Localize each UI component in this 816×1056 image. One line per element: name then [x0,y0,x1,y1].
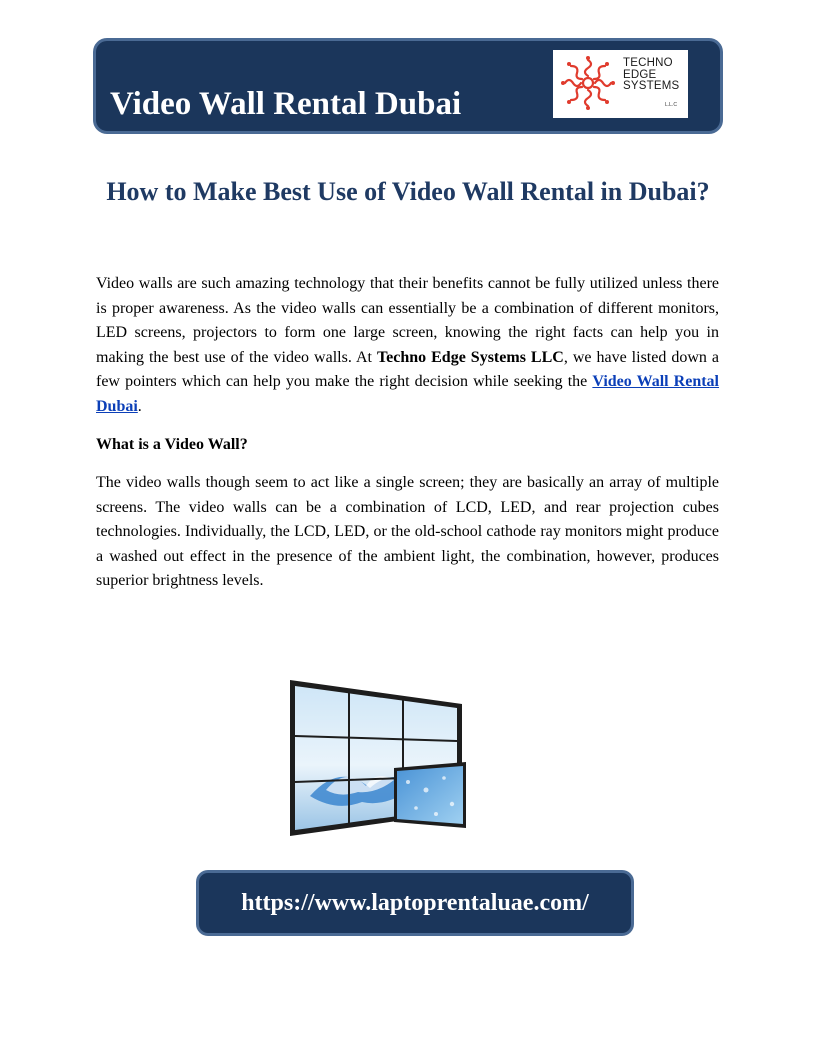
intro-text-end: . [137,397,142,415]
logo-suffix: L.L.C [665,102,677,108]
company-name: Techno Edge Systems LLC [376,348,564,366]
intro-text-2: , we have listed down a few pointers which can help you make the right decision while seeking the [96,348,719,390]
video-wall-image [286,678,532,838]
logo-line-3: SYSTEMS [623,80,680,92]
video-wall-rental-link[interactable]: Video Wall Rental Dubai [96,373,720,415]
company-logo [553,50,688,118]
logo-wordmark [623,58,679,93]
intro-paragraph [96,272,719,419]
logo-line-1: TECHNO [623,57,673,69]
section-subheading: What is a Video Wall? [96,436,248,453]
document-title: Video Wall Rental Dubai [110,86,462,122]
article-heading: How to Make Best Use of Video Wall Rental in Dubai? [106,177,710,206]
logo-line-2: EDGE [623,68,657,81]
website-url[interactable]: https://www.laptoprentaluae.com/ [241,890,589,916]
footer-banner [196,870,634,936]
header-banner [93,38,723,134]
logo-mark-icon [559,54,617,112]
definition-paragraph: The video walls though seem to act like a single screen; they are basically an array of multiple screens. The video walls can be a combination of LCD, LED, and rear projection cubes technologies. Individually, the LCD, LED, or the old-school cathode ray monitors might produce a washed out effect in the presence of the ambient light, the combination, however, produces superior brightness levels. [96,474,719,589]
intro-text-1: Video walls are such amazing technology that their benefits cannot be fully utilized unless there is proper awareness. As the video walls can essentially be a combination of different monitors, LED screens, projectors to form one large screen, knowing the right facts can help you in making the best use of the video walls. At [96,275,719,366]
